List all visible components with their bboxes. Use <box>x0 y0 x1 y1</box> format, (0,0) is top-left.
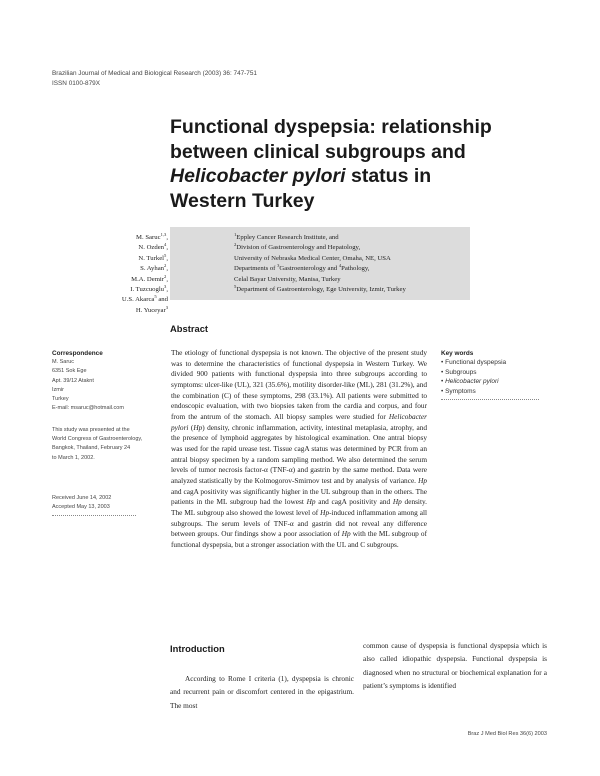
author-name: M.A. Demir$^2$, <box>131 273 168 283</box>
affiliation-list <box>234 233 474 295</box>
correspondence-block <box>52 349 164 413</box>
correspondence-line: Izmir <box>52 386 64 393</box>
journal-issn: ISSN 0100-879X <box>52 79 100 87</box>
journal-citation: Brazilian Journal of Medical and Biological Research (2003) 36: 747-751 <box>52 70 257 77</box>
dates-divider <box>52 515 136 516</box>
presentation-line: This study was presented at the <box>52 427 130 433</box>
correspondence-line: 6351 Sok Ege <box>52 368 87 375</box>
title-line-2: between clinical subgroups and <box>170 140 466 163</box>
author-name: U.S. Akarca$^5$ and <box>121 294 168 304</box>
introduction-heading: Introduction <box>170 643 225 654</box>
presentation-line: Bangkok, Thailand, February 24 <box>52 445 131 452</box>
presentation-note <box>52 426 164 463</box>
correspondence-heading: Correspondence <box>52 350 103 357</box>
page-footer: Braz J Med Biol Res 36(6) 2003 <box>467 731 547 737</box>
correspondence-line: Apt. 39/12 Ataknt <box>52 377 94 384</box>
title-species: Helicobacter pylori <box>170 165 346 187</box>
keyword-item: • Helicobacter pylori <box>441 378 499 386</box>
correspondence-line: E-mail: msaruc@hotmail.com <box>52 405 124 412</box>
affiliation-5: $^5$Department of Gastroenterology, Ege University, Izmir, Turkey <box>234 284 406 294</box>
journal-header <box>52 69 257 88</box>
author-name: N. Ozden$^4$, <box>138 242 168 252</box>
introduction-column-1: According to Rome I criteria (1), dyspepsia is chronic and recurrent pain or discomfort centered in the epigastrium. The most <box>170 674 354 710</box>
title-line-3 <box>170 164 550 189</box>
article-title <box>170 115 550 213</box>
title-line-3-rest: status in <box>345 165 432 187</box>
introduction-column-2: common cause of dyspepsia is functional dyspepsia which is also called idiopathic dyspepsia. Functional dyspepsia is diagnosed when no structural or biochemical explanation for a patient’s symptoms is identified <box>363 641 547 690</box>
keywords-divider <box>441 399 539 400</box>
presentation-line: to March 1, 2002. <box>52 454 95 461</box>
correspondence-line: Turkey <box>52 396 69 403</box>
author-name: M. Saruc$^{1,3}$, <box>136 232 168 241</box>
author-name: H. Yuceyar$^3$ <box>135 304 168 314</box>
abstract-text: The etiology of functional dyspepsia is not known. The objective of the present study was to determine the characteristics of functional dyspepsia in Western Turkey. We divided 900 patients with functional dyspepsia into three subgroups according to symptoms: ulcer-like (UL), 321 (35.6%), motility disorder-like (ML), 281 (31.2%), and the combination (C) of these symptoms, 298 (33.1%). All patients were submitted to endoscopic evaluation, with two biopsies taken from the cardia and corpus, and four from the antrum of the stomach. All biopsy samples were studied for Helicobacter pylori (Hp) density, chronic inflammation, activity, intestinal metaplasia, atrophy, and the presence of lymphoid aggregates by histological examination. One antral biopsy was used for the rapid urease test. Tissue cagA status was determined by PCR from an antral biopsy specimen by a random sampling method. We also determined the serum levels of tumor necrosis factor-α (TNF-α) and gastrin by the same method. Data were analyzed statistically by the Kolmogorov-Smirnov test and by analysis of variance. Hp and cagA positivity was significantly higher in the UL subgroup than in the others. The patients in the ML subgroup had the lowest Hp and cagA positivity and Hp density. The ML subgroup also showed the lowest level of Hp-induced inflammation among all subgroups. The serum levels of TNF-α and gastrin did not reveal any difference between groups. Our findings show a poor association of Hp with the ML subgroup of functional dyspepsia, but a stronger association with the UL and C subgroups. <box>171 348 428 549</box>
author-name: I. Tuzcuoglu$^3$, <box>130 284 168 294</box>
affiliation-1: $^1$Eppley Cancer Research Institute, and <box>234 232 339 241</box>
affiliation-3-4-institution: Celal Bayar University, Manisa, Turkey <box>234 275 341 283</box>
keywords-block <box>441 349 541 400</box>
keyword-item: • Subgroups <box>441 368 477 376</box>
title-line-4: Western Turkey <box>170 189 315 212</box>
author-name: S. Ayhan$^2$, <box>140 263 168 273</box>
keyword-item: • Symptoms <box>441 387 476 395</box>
keywords-heading: Key words <box>441 350 474 357</box>
affiliation-3-4: Departments of $^3$Gastroenterology and $^4$Pathology, <box>234 263 370 273</box>
author-name: N. Turkel$^5$, <box>138 252 168 262</box>
keywords-list <box>441 358 541 396</box>
keyword-item: • Functional dyspepsia <box>441 359 507 367</box>
affiliation-2: $^2$Division of Gastroenterology and Hepatology, <box>234 242 361 252</box>
presentation-line: World Congress of Gastroenterology, <box>52 436 143 443</box>
received-date: Received June 14, 2002 <box>52 495 112 501</box>
title-line-1: Functional dyspepsia: relationship <box>170 116 492 138</box>
correspondence-line: M. Saruc <box>52 359 75 366</box>
dates-block <box>52 494 164 516</box>
correspondence-address <box>52 358 164 413</box>
author-list <box>60 233 168 316</box>
affiliation-2-institution: University of Nebraska Medical Center, Omaha, NE, USA <box>234 254 391 262</box>
abstract-heading: Abstract <box>170 323 209 334</box>
accepted-date: Accepted May 13, 2003 <box>52 504 110 511</box>
